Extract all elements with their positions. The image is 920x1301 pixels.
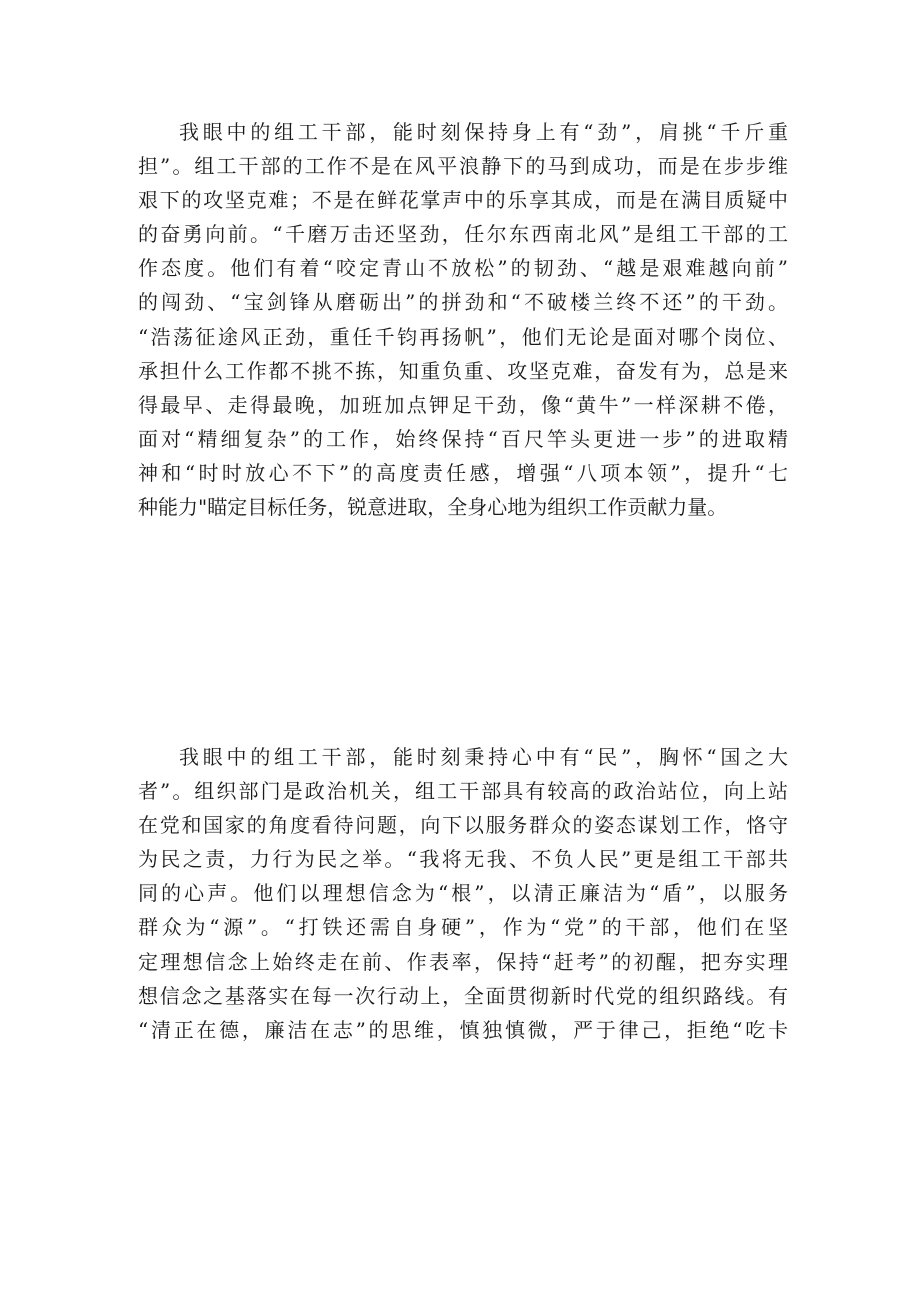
text-line: 定理想信念上始终走在前、作表率，保持“赶考”的初醒，把夯实理	[138, 949, 788, 974]
text-line: 得最早、走得最晚，加班加点钾足干劲，像“黄牛”一样深耕不倦，	[138, 392, 788, 417]
text-line: “清正在德，廉洁在志”的思维，慎独慎微，严于律己，拒绝“吃卡	[138, 1017, 788, 1042]
text-line: 群众为“源”。“打铁还需自身硬”，作为“党”的干部，他们在坚	[138, 915, 788, 940]
text-line: 同的心声。他们以理想信念为“根”，以清正廉洁为“盾”，以服务	[138, 881, 788, 906]
text-line: 艰下的攻坚克难；不是在鲜花掌声中的乐享其成，而是在满目质疑中	[138, 188, 788, 213]
text-line: 我眼中的组工干部，能时刻秉持心中有“民”，胸怀“国之大	[179, 745, 788, 769]
text-line: 神和“时时放心不下”的高度责任感，增强“八项本领”，提升“七	[138, 460, 788, 485]
text-line: 想信念之基落实在每一次行动上，全面贯彻新时代党的组织路线。有	[138, 983, 788, 1008]
text-line: 为民之责，力行为民之举。“我将无我、不负人民”更是组工干部共	[138, 847, 788, 872]
text-line: “浩荡征途风正劲，重任千钧再扬帆”，他们无论是面对哪个岗位、	[138, 324, 788, 349]
text-line: 担”。组工干部的工作不是在风平浪静下的马到成功，而是在步步维	[138, 154, 788, 179]
text-line: 我眼中的组工干部，能时刻保持身上有“劲”，肩挑“千斤重	[179, 120, 788, 144]
text-line: 作态度。他们有着“咬定青山不放松”的韧劲、“越是艰难越向前”	[138, 256, 788, 281]
text-line: 种能力"瞄定目标任务，锐意进取，全身心地为组织工作贡献力量。	[138, 495, 728, 520]
text-line: 在党和国家的角度看待问题，向下以服务群众的姿态谋划工作，恪守	[138, 813, 788, 838]
text-line: 承担什么工作都不挑不拣，知重负重、攻坚克难，奋发有为，总是来	[138, 358, 788, 383]
text-line: 面对“精细复杂”的工作，始终保持“百尺竿头更进一步”的进取精	[138, 426, 788, 451]
paragraph-1	[138, 115, 788, 524]
text-line: 者”。组织部门是政治机关，组工干部具有较高的政治站位，向上站	[138, 779, 788, 804]
paragraph-2	[138, 740, 788, 1047]
text-line: 的奋勇向前。“千磨万击还坚劲，任尔东西南北风”是组工干部的工	[138, 222, 788, 247]
text-line: 的闯劲、“宝剑锋从磨砺出”的拼劲和“不破楼兰终不还”的干劲。	[138, 290, 788, 315]
